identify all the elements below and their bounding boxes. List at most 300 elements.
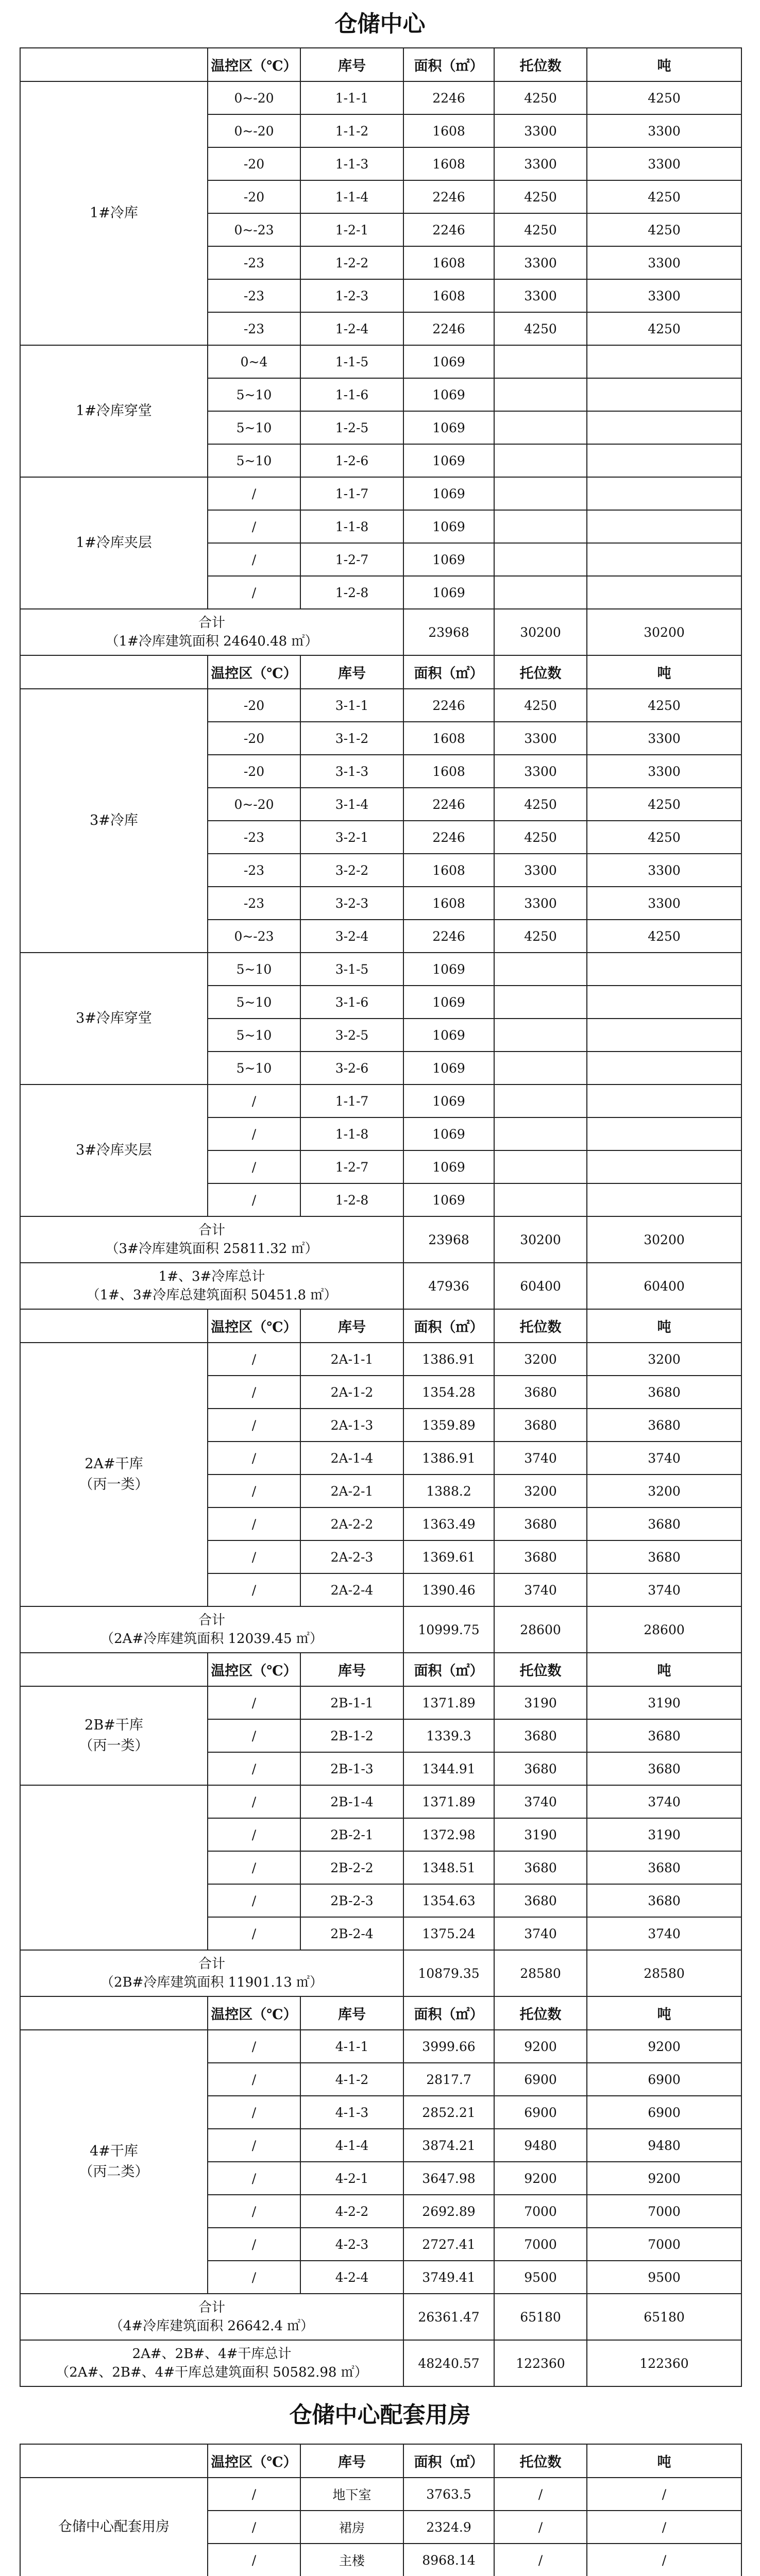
table-cell: / — [208, 1084, 300, 1117]
table-cell: 3300 — [587, 114, 741, 147]
table-cell: 1-2-1 — [300, 213, 403, 246]
column-header: 温控区（℃） — [208, 1309, 300, 1343]
table-cell: 2246 — [403, 821, 494, 854]
table-cell: 3740 — [494, 1442, 587, 1475]
column-header: 库号 — [300, 2444, 403, 2478]
table-cell — [494, 1150, 587, 1183]
table-cell: 1-1-7 — [300, 1084, 403, 1117]
table-cell — [494, 1117, 587, 1150]
table-cell: 1069 — [403, 1117, 494, 1150]
header-row — [20, 2444, 741, 2478]
label-line: （丙二类） — [79, 2164, 149, 2180]
table-cell: 3680 — [494, 1884, 587, 1917]
table-cell: 4-2-3 — [300, 2228, 403, 2261]
table-cell: 3-1-2 — [300, 722, 403, 755]
table-cell: 1608 — [403, 279, 494, 312]
table-cell — [587, 477, 741, 510]
table-cell: 2B-1-4 — [300, 1785, 403, 1818]
group-label — [20, 477, 208, 609]
label-line: 1#冷库穿堂 — [76, 403, 152, 419]
column-header: 吨 — [587, 48, 741, 81]
table-cell: 1390.46 — [403, 1573, 494, 1606]
summary-value: 60400 — [494, 1263, 587, 1309]
table-cell: 4250 — [587, 920, 741, 953]
table-cell: 3680 — [587, 1719, 741, 1752]
table-cell: 3680 — [587, 1409, 741, 1442]
table-cell: / — [208, 510, 300, 543]
table-cell: 2B-2-1 — [300, 1818, 403, 1851]
summary-label — [20, 1606, 403, 1653]
table-cell — [494, 411, 587, 444]
summary-value: 48240.57 — [403, 2340, 494, 2386]
column-header: 吨 — [587, 1996, 741, 2030]
header-row — [20, 48, 741, 81]
table-cell — [587, 1019, 741, 1052]
column-header: 库号 — [300, 655, 403, 689]
table-cell: 4-1-2 — [300, 2063, 403, 2096]
table-cell: 9200 — [587, 2030, 741, 2063]
table-cell: / — [208, 1686, 300, 1719]
table-cell: / — [208, 1785, 300, 1818]
table-row — [20, 1343, 741, 1376]
table-row — [20, 477, 741, 510]
table-cell: 1069 — [403, 1019, 494, 1052]
table-cell: -23 — [208, 279, 300, 312]
table-cell: 1069 — [403, 576, 494, 609]
summary-value: 30200 — [587, 609, 741, 655]
table-cell: 3680 — [587, 1884, 741, 1917]
table-cell: 4250 — [494, 689, 587, 722]
table-cell: / — [208, 1376, 300, 1409]
table-cell: 1069 — [403, 444, 494, 477]
table-cell: 2246 — [403, 920, 494, 953]
table-cell: 1069 — [403, 986, 494, 1019]
table-cell: 1-1-4 — [300, 180, 403, 213]
table-cell — [587, 345, 741, 378]
table-cell: 3300 — [587, 887, 741, 920]
column-header: 温控区（℃） — [208, 48, 300, 81]
table-cell: 3999.66 — [403, 2030, 494, 2063]
header-blank — [20, 1653, 208, 1686]
group-label — [20, 1785, 208, 1950]
table-cell — [494, 510, 587, 543]
page-title: 仓储中心 — [334, 11, 426, 37]
column-header: 托位数 — [494, 2444, 587, 2478]
table-cell: 3-2-5 — [300, 1019, 403, 1052]
table-cell: 1608 — [403, 854, 494, 887]
table-cell: 9200 — [587, 2162, 741, 2195]
group-label — [20, 2478, 208, 2576]
table-cell: 1386.91 — [403, 1442, 494, 1475]
table-cell: 3-2-1 — [300, 821, 403, 854]
label-line: （2A#冷库建筑面积 12039.45 ㎡） — [100, 1631, 323, 1647]
table-cell: 2B-1-3 — [300, 1752, 403, 1785]
table-cell — [587, 510, 741, 543]
column-header: 托位数 — [494, 655, 587, 689]
table-cell: 3680 — [587, 1851, 741, 1884]
summary-row — [20, 1950, 741, 1996]
table-cell — [494, 953, 587, 986]
table-cell: 3-1-1 — [300, 689, 403, 722]
summary-value: 28600 — [494, 1606, 587, 1653]
table-cell: 1-2-8 — [300, 576, 403, 609]
table-cell: 主楼 — [300, 2544, 403, 2576]
table-cell: 5~10 — [208, 1019, 300, 1052]
table-cell: 1372.98 — [403, 1818, 494, 1851]
table-cell: 2246 — [403, 213, 494, 246]
table-cell: 2B-2-4 — [300, 1917, 403, 1950]
column-header: 吨 — [587, 2444, 741, 2478]
table-cell: -20 — [208, 147, 300, 180]
table-cell: 1069 — [403, 1150, 494, 1183]
table-cell — [494, 1183, 587, 1216]
table-cell: 6900 — [494, 2063, 587, 2096]
column-header: 面积（㎡） — [403, 1653, 494, 1686]
summary-value: 26361.47 — [403, 2294, 494, 2340]
column-header: 吨 — [587, 655, 741, 689]
table-cell: / — [587, 2544, 741, 2576]
table-cell: 2A-2-1 — [300, 1475, 403, 1507]
table-cell: 1-2-8 — [300, 1183, 403, 1216]
table-cell — [587, 1084, 741, 1117]
table-cell: / — [494, 2544, 587, 2576]
column-header: 吨 — [587, 1309, 741, 1343]
table-cell: 0~-23 — [208, 920, 300, 953]
table-cell: 4-2-4 — [300, 2261, 403, 2294]
column-header: 温控区（℃） — [208, 2444, 300, 2478]
table-cell: 3647.98 — [403, 2162, 494, 2195]
table-cell: 3300 — [587, 147, 741, 180]
table-cell: 5~10 — [208, 1052, 300, 1084]
table-cell: / — [208, 576, 300, 609]
summary-value: 60400 — [587, 1263, 741, 1309]
table-cell: 1-2-7 — [300, 543, 403, 576]
table-cell: / — [208, 1917, 300, 1950]
table-cell: 3300 — [494, 854, 587, 887]
header-row — [20, 1996, 741, 2030]
table-cell: 3190 — [587, 1686, 741, 1719]
table-cell: 3300 — [587, 854, 741, 887]
table-cell: 4250 — [587, 821, 741, 854]
table-cell: 1069 — [403, 477, 494, 510]
table-cell — [494, 1019, 587, 1052]
table-cell: 3-1-5 — [300, 953, 403, 986]
table-cell: 9480 — [494, 2129, 587, 2162]
label-line: 合计 — [198, 615, 225, 631]
table-cell: / — [208, 543, 300, 576]
summary-row — [20, 1606, 741, 1653]
table-row — [20, 689, 741, 722]
table-cell: 1-1-7 — [300, 477, 403, 510]
column-header: 库号 — [300, 1996, 403, 2030]
label-line: 3#冷库 — [90, 812, 138, 828]
summary-value: 10999.75 — [403, 1606, 494, 1653]
summary-label — [20, 2340, 403, 2386]
table-cell: 1-2-7 — [300, 1150, 403, 1183]
table-cell: 5~10 — [208, 986, 300, 1019]
table-cell — [494, 477, 587, 510]
table-cell: 3190 — [587, 1818, 741, 1851]
table-cell: 3-2-6 — [300, 1052, 403, 1084]
label-line: （1#冷库建筑面积 24640.48 ㎡） — [105, 634, 318, 649]
header-blank — [20, 1309, 208, 1343]
table-cell: 2692.89 — [403, 2195, 494, 2228]
label-line: 1#、3#冷库总计 — [158, 1269, 265, 1284]
table-cell: / — [587, 2511, 741, 2544]
header-blank — [20, 655, 208, 689]
column-header: 面积（㎡） — [403, 48, 494, 81]
column-header: 面积（㎡） — [403, 655, 494, 689]
table-cell: 9500 — [587, 2261, 741, 2294]
summary-row — [20, 1216, 741, 1263]
table-cell: 6900 — [587, 2063, 741, 2096]
table-cell: 1363.49 — [403, 1507, 494, 1540]
table-cell: / — [208, 2511, 300, 2544]
table-cell: 1354.63 — [403, 1884, 494, 1917]
table-cell: 3300 — [494, 246, 587, 279]
table-cell: -23 — [208, 854, 300, 887]
label-line: （丙一类） — [79, 1738, 149, 1754]
label-line: （1#、3#冷库总建筑面积 50451.8 ㎡） — [86, 1287, 337, 1303]
table-cell: 3740 — [587, 1573, 741, 1606]
table-cell: 9200 — [494, 2030, 587, 2063]
label-line: 2A#、2B#、4#干库总计 — [132, 2346, 292, 2362]
table-cell: 5~10 — [208, 953, 300, 986]
table-cell: 1-1-3 — [300, 147, 403, 180]
summary-value: 30200 — [587, 1216, 741, 1263]
table-cell: 1069 — [403, 510, 494, 543]
table-cell: 3740 — [587, 1917, 741, 1950]
table-cell: 1-2-3 — [300, 279, 403, 312]
table-cell: 3-2-3 — [300, 887, 403, 920]
table-cell: 3749.41 — [403, 2261, 494, 2294]
summary-value: 28580 — [494, 1950, 587, 1996]
table-row — [20, 345, 741, 378]
table-cell: 2A-2-4 — [300, 1573, 403, 1606]
table-cell: 3300 — [494, 887, 587, 920]
table-cell: 1-2-4 — [300, 312, 403, 345]
column-header: 托位数 — [494, 48, 587, 81]
label-line: （4#冷库建筑面积 26642.4 ㎡） — [109, 2318, 314, 2334]
table-cell: 3680 — [587, 1540, 741, 1573]
table-cell: 3200 — [587, 1343, 741, 1376]
column-header: 温控区（℃） — [208, 655, 300, 689]
table-cell: -23 — [208, 312, 300, 345]
table-cell: 3300 — [494, 147, 587, 180]
table-cell: 2324.9 — [403, 2511, 494, 2544]
table-cell: 0~-20 — [208, 788, 300, 821]
table-cell: 1-1-1 — [300, 81, 403, 114]
table-cell — [494, 576, 587, 609]
label-line: （2A#、2B#、4#干库总建筑面积 50582.98 ㎡） — [56, 2365, 368, 2380]
table-cell: 9200 — [494, 2162, 587, 2195]
table-cell: 3680 — [494, 1376, 587, 1409]
table-cell: / — [494, 2511, 587, 2544]
table-cell — [494, 345, 587, 378]
table-cell: 3300 — [587, 722, 741, 755]
table-cell: / — [208, 1183, 300, 1216]
label-line: 2A#干库 — [85, 1456, 143, 1472]
table-cell: -20 — [208, 755, 300, 788]
table-cell — [494, 1084, 587, 1117]
column-header: 托位数 — [494, 1309, 587, 1343]
header-blank — [20, 1996, 208, 2030]
table-cell: 2A-1-1 — [300, 1343, 403, 1376]
summary-value: 122360 — [587, 2340, 741, 2386]
table-cell: 4-1-1 — [300, 2030, 403, 2063]
table-cell: 3200 — [494, 1475, 587, 1507]
table-cell: 3740 — [494, 1573, 587, 1606]
table-cell: 3680 — [494, 1507, 587, 1540]
table-cell: 1608 — [403, 722, 494, 755]
table-cell — [587, 411, 741, 444]
table-cell: 3-1-6 — [300, 986, 403, 1019]
table-cell: 1-2-6 — [300, 444, 403, 477]
table-cell: 4250 — [587, 788, 741, 821]
table-cell: 1608 — [403, 887, 494, 920]
table-cell — [494, 444, 587, 477]
table-cell: 1069 — [403, 543, 494, 576]
table-cell: 1608 — [403, 147, 494, 180]
table-cell: 5~10 — [208, 378, 300, 411]
table-cell: 1-1-6 — [300, 378, 403, 411]
summary-label — [20, 2294, 403, 2340]
table-cell: 1354.28 — [403, 1376, 494, 1409]
table-cell: 3740 — [494, 1917, 587, 1950]
group-label — [20, 1686, 208, 1785]
table-cell: 2B-1-2 — [300, 1719, 403, 1752]
group-label — [20, 1343, 208, 1606]
table-cell: / — [587, 2478, 741, 2511]
group-label — [20, 345, 208, 477]
table-cell: 1608 — [403, 114, 494, 147]
label-line: （丙一类） — [79, 1477, 149, 1493]
summary-label — [20, 1950, 403, 1996]
table-cell: 1069 — [403, 378, 494, 411]
table-cell: 地下室 — [300, 2478, 403, 2511]
table-cell: / — [208, 477, 300, 510]
table-cell: / — [208, 1573, 300, 1606]
table-cell: / — [208, 2129, 300, 2162]
table-cell: 3680 — [494, 1409, 587, 1442]
table-cell: 7000 — [494, 2228, 587, 2261]
table-cell: / — [208, 1507, 300, 1540]
table-cell: 1-1-8 — [300, 1117, 403, 1150]
column-header: 温控区（℃） — [208, 1653, 300, 1686]
header-row — [20, 1653, 741, 1686]
table-cell: / — [208, 2096, 300, 2129]
table-cell: 1069 — [403, 1052, 494, 1084]
label-line: （3#冷库建筑面积 25811.32 ㎡） — [105, 1241, 318, 1257]
table-cell: 4-1-4 — [300, 2129, 403, 2162]
table-cell: 4-2-1 — [300, 2162, 403, 2195]
group-label — [20, 2030, 208, 2294]
summary-row — [20, 609, 741, 655]
summary-value: 30200 — [494, 1216, 587, 1263]
table-cell: 7000 — [587, 2195, 741, 2228]
table-cell — [587, 444, 741, 477]
table-cell — [587, 576, 741, 609]
table-cell — [587, 1150, 741, 1183]
table-cell: 1386.91 — [403, 1343, 494, 1376]
table-cell: 9500 — [494, 2261, 587, 2294]
table-cell: 3190 — [494, 1686, 587, 1719]
table-cell: 8968.14 — [403, 2544, 494, 2576]
label-line: 1#冷库夹层 — [76, 535, 152, 551]
column-header: 面积（㎡） — [403, 1996, 494, 2030]
table-cell: 4250 — [494, 788, 587, 821]
table-cell: / — [208, 2162, 300, 2195]
summary-row — [20, 1263, 741, 1309]
section-title: 仓储中心配套用房 — [289, 2402, 471, 2428]
table-cell: 2246 — [403, 689, 494, 722]
table-cell: 3680 — [494, 1752, 587, 1785]
table-cell: -20 — [208, 722, 300, 755]
header-blank — [20, 2444, 208, 2478]
table-cell: / — [208, 2228, 300, 2261]
table-cell: / — [208, 1475, 300, 1507]
table-cell: 2246 — [403, 788, 494, 821]
table-cell: 0~4 — [208, 345, 300, 378]
group-label — [20, 953, 208, 1084]
label-line: 合计 — [198, 1223, 225, 1238]
column-header: 库号 — [300, 1653, 403, 1686]
summary-row — [20, 2294, 741, 2340]
table-cell: 3-1-4 — [300, 788, 403, 821]
summary-value: 122360 — [494, 2340, 587, 2386]
table-cell: 3300 — [494, 755, 587, 788]
table-cell: 1-2-2 — [300, 246, 403, 279]
table-cell: 1069 — [403, 411, 494, 444]
summary-value: 28580 — [587, 1950, 741, 1996]
table-cell: 4250 — [494, 180, 587, 213]
table-cell: 2B-2-3 — [300, 1884, 403, 1917]
summary-value: 10879.35 — [403, 1950, 494, 1996]
table-cell — [587, 986, 741, 1019]
table-cell: 1069 — [403, 953, 494, 986]
table-cell: -20 — [208, 689, 300, 722]
table-row — [20, 1084, 741, 1117]
table-cell: / — [208, 1150, 300, 1183]
table-cell: 2246 — [403, 81, 494, 114]
table-cell: 1069 — [403, 1084, 494, 1117]
table-cell: 1348.51 — [403, 1851, 494, 1884]
table-cell: 4-2-2 — [300, 2195, 403, 2228]
summary-label — [20, 1216, 403, 1263]
table-cell: 3680 — [494, 1719, 587, 1752]
table-cell: 3200 — [587, 1475, 741, 1507]
table-cell: / — [208, 1343, 300, 1376]
table-cell: 1375.24 — [403, 1917, 494, 1950]
header-blank — [20, 48, 208, 81]
table-cell: 2246 — [403, 312, 494, 345]
table-cell: 2727.41 — [403, 2228, 494, 2261]
column-header: 库号 — [300, 1309, 403, 1343]
table-cell: 1339.3 — [403, 1719, 494, 1752]
column-header: 面积（㎡） — [403, 2444, 494, 2478]
table-cell: 7000 — [587, 2228, 741, 2261]
group-label — [20, 81, 208, 345]
column-header: 托位数 — [494, 1996, 587, 2030]
table-cell: 4-1-3 — [300, 2096, 403, 2129]
table-cell: / — [208, 2030, 300, 2063]
column-header: 吨 — [587, 1653, 741, 1686]
table-cell: / — [208, 1409, 300, 1442]
table-cell: 3300 — [587, 755, 741, 788]
column-header: 托位数 — [494, 1653, 587, 1686]
table-cell: 2A-1-4 — [300, 1442, 403, 1475]
table-cell: -20 — [208, 180, 300, 213]
